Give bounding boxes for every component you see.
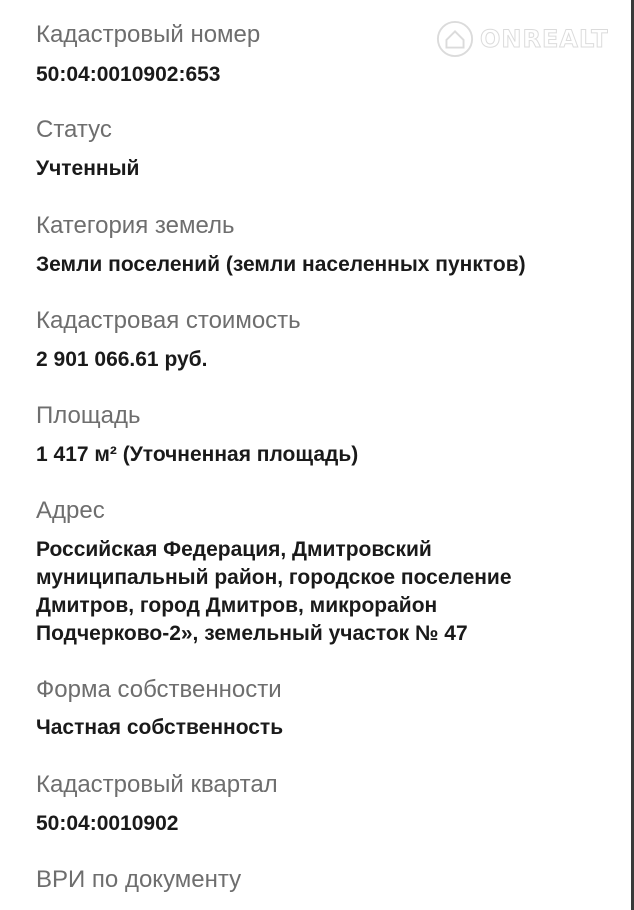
address-line: Подчерково-2», земельный участок № 47 <box>36 622 468 645</box>
field-value[interactable]: 50:04:0010902 <box>36 812 179 835</box>
watermark <box>436 20 609 58</box>
field-label: Форма собственности <box>36 676 282 703</box>
house-icon <box>436 20 474 58</box>
field-label: Категория земель <box>36 212 235 239</box>
field-value: Частная собственность <box>36 716 284 739</box>
field-label: Адрес <box>36 497 105 524</box>
field-label: Кадастровый номер <box>36 21 261 48</box>
watermark-text: ONREALT <box>480 25 609 53</box>
field-value[interactable]: 50:04:0010902:653 <box>36 63 221 86</box>
field-value: 1 417 м² (Уточненная площадь) <box>36 443 359 466</box>
address-line: муниципальный район, городское поселение <box>36 566 512 589</box>
address-line: Российская Федерация, Дмитровский <box>36 538 432 561</box>
field-label: Кадастровый квартал <box>36 771 278 798</box>
field-label: Статус <box>36 116 112 143</box>
field-label: ВРИ по документу <box>36 866 242 893</box>
address-line: Дмитров, город Дмитров, микрорайон <box>36 594 438 617</box>
field-label: Площадь <box>36 402 141 429</box>
field-value: 2 901 066.61 руб. <box>36 348 208 371</box>
field-label: Кадастровая стоимость <box>36 307 301 334</box>
field-value: Земли поселений (земли населенных пунктов) <box>36 253 526 276</box>
field-value: Учтенный <box>36 157 140 180</box>
